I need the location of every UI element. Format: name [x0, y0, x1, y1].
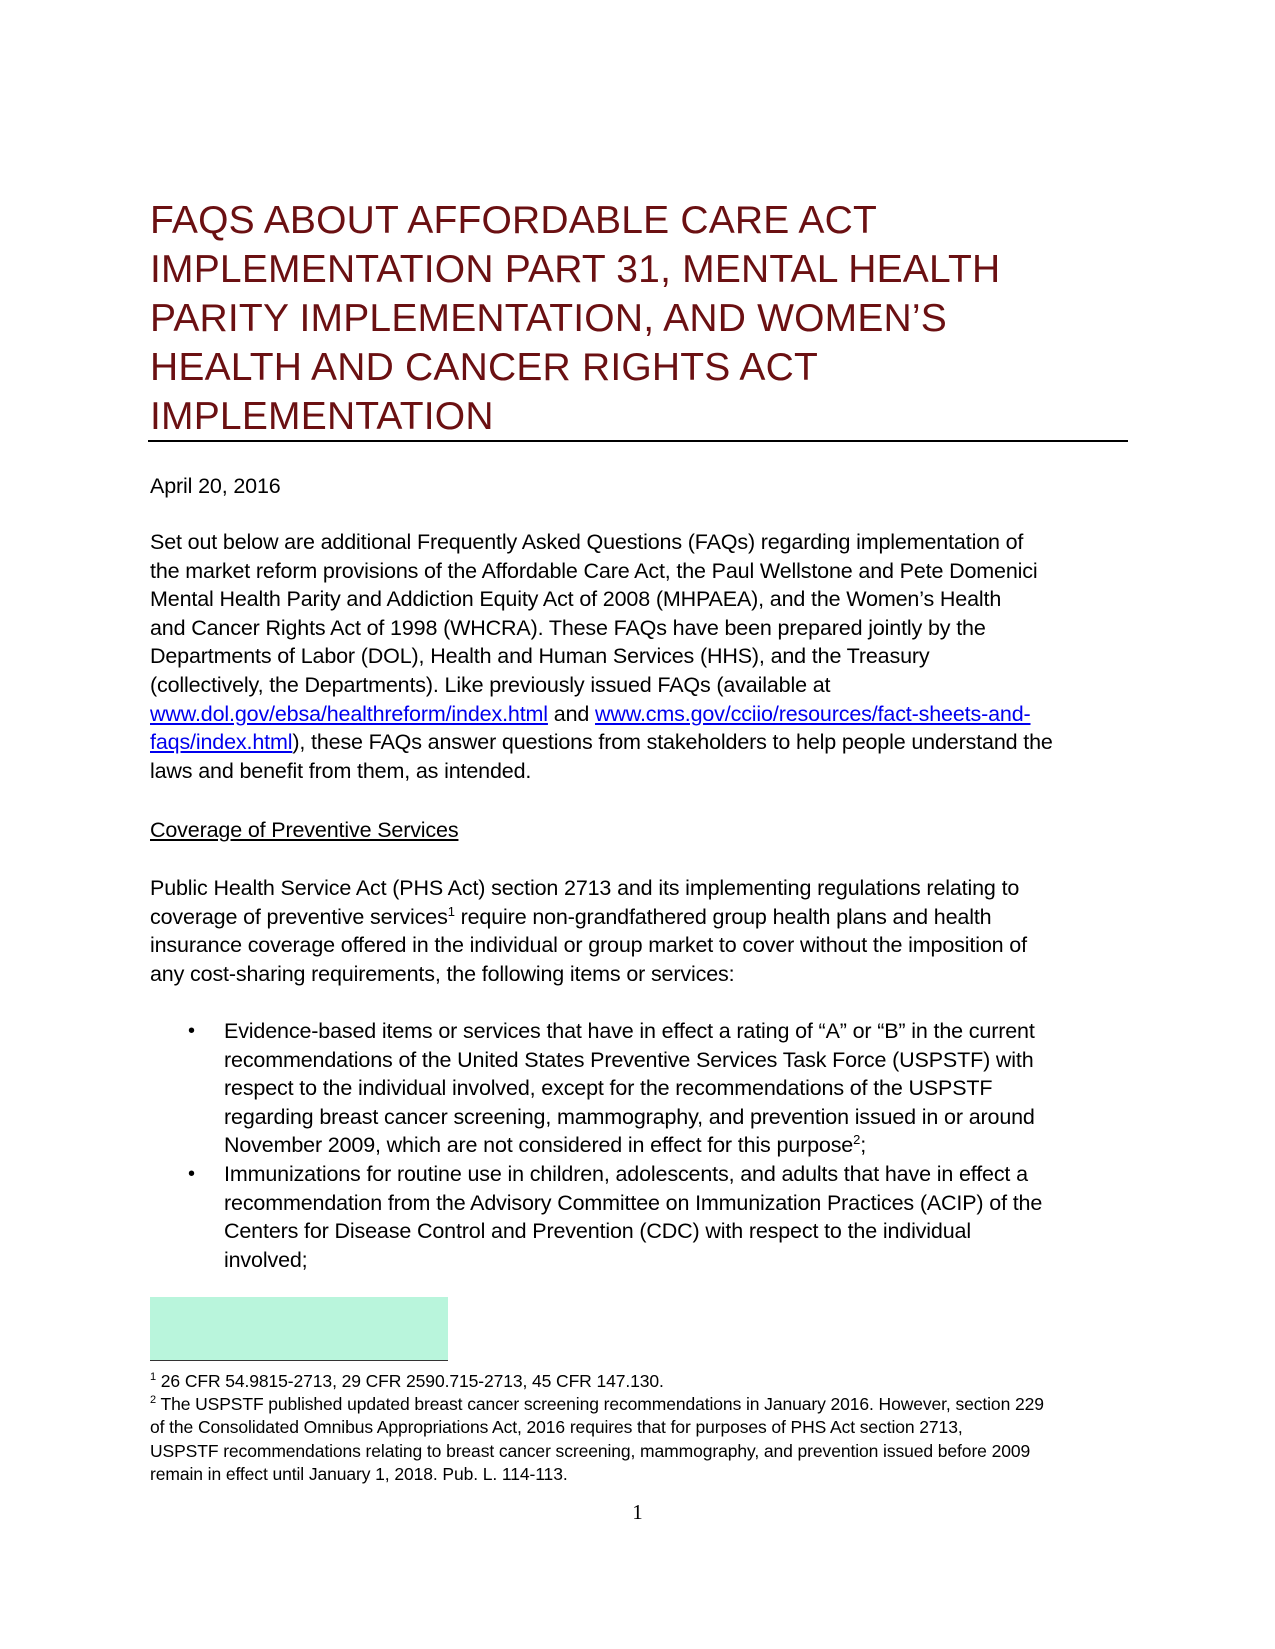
title-line: IMPLEMENTATION PART 31, MENTAL HEALTH	[150, 248, 1001, 291]
text-line: Immunizations for routine use in children, adolescents, and adults that have in effect a	[224, 1161, 1028, 1186]
text-line: Evidence-based items or services that have in effect a rating of “A” or “B” in the current	[224, 1019, 1035, 1043]
cms-faq-link[interactable]: www.cms.gov/cciio/resources/fact-sheets-and-	[595, 701, 1031, 726]
page-number: 1	[632, 1500, 643, 1524]
text-line: insurance coverage offered in the individual or group market to cover without the imposition of	[150, 933, 1027, 958]
text-line: USPSTF recommendations relating to breast cancer screening, mammography, and prevention issued before 2009	[150, 1440, 1031, 1461]
text-line: recommendations of the United States Preventive Services Task Force (USPSTF) with	[224, 1047, 1034, 1072]
list-item	[150, 1160, 1140, 1274]
text-line: remain in effect until January 1, 2018. Pub. L. 114-113.	[150, 1463, 568, 1484]
intro-paragraph	[150, 528, 1130, 785]
title-line: FAQS ABOUT AFFORDABLE CARE ACT	[150, 199, 877, 242]
text-line: Set out below are additional Frequently Asked Questions (FAQs) regarding implementation of	[150, 530, 1024, 554]
text-line: recommendation from the Advisory Committee on Immunization Practices (ACIP) of the	[224, 1190, 1043, 1215]
list-item	[150, 1017, 1140, 1160]
footnote-reference[interactable]: 1	[447, 903, 455, 919]
footnote-number: 2	[150, 1394, 157, 1407]
text-line	[150, 903, 1130, 932]
title-line: PARITY IMPLEMENTATION, AND WOMEN’S	[150, 297, 947, 340]
text-span: require non-grandfathered group health plans and health	[454, 904, 992, 929]
text-line: Centers for Disease Control and Prevention (CDC) with respect to the individual	[224, 1219, 971, 1244]
text-line: Mental Health Parity and Addiction Equity Act of 2008 (MHPAEA), and the Women’s Health	[150, 587, 1002, 612]
text-span: ), these FAQs answer questions from stakeholders to help people understand the	[292, 730, 1053, 755]
text-line: Departments of Labor (DOL), Health and Human Services (HHS), and the Treasury	[150, 644, 930, 669]
footnotes	[150, 1370, 1130, 1486]
highlight-box	[150, 1297, 448, 1360]
text-line: any cost-sharing requirements, the following items or services:	[150, 961, 735, 986]
text-line: laws and benefit from them, as intended.	[150, 758, 532, 783]
text-line	[224, 1131, 1140, 1160]
text-line: the market reform provisions of the Affordable Care Act, the Paul Wellstone and Pete Domenici	[150, 558, 1038, 583]
text-line: involved;	[224, 1247, 308, 1272]
text-line: regarding breast cancer screening, mammography, and prevention issued in or around	[224, 1104, 1035, 1129]
text-line	[150, 728, 1130, 757]
cms-faq-link-continued[interactable]: faqs/index.html	[150, 730, 293, 755]
text-line: Public Health Service Act (PHS Act) section 2713 and its implementing regulations relating to	[150, 876, 1020, 900]
title-line: IMPLEMENTATION	[150, 395, 494, 438]
footnote-number: 1	[150, 1371, 157, 1384]
text-span: November 2009, which are not considered in effect for this purpose	[224, 1133, 854, 1158]
text-line: and Cancer Rights Act of 1998 (WHCRA). These FAQs have been prepared jointly by the	[150, 615, 986, 640]
bullet-icon: •	[188, 1020, 195, 1042]
text-line: respect to the individual involved, except for the recommendations of the USPSTF	[224, 1076, 993, 1101]
text-span: 26 CFR 54.9815-2713, 29 CFR 2590.715-2713, 45 CFR 147.130.	[156, 1371, 664, 1391]
footnote-1	[150, 1370, 1130, 1393]
footnote-divider	[150, 1360, 448, 1361]
footnote-reference[interactable]: 2	[853, 1132, 861, 1148]
text-line: of the Consolidated Omnibus Appropriations Act, 2016 requires that for purposes of PHS Act section 2713,	[150, 1417, 963, 1438]
document-date: April 20, 2016	[150, 474, 281, 498]
bullet-list	[150, 1017, 1140, 1274]
text-span: The USPSTF published updated breast cancer screening recommendations in January 2016. However, section 229	[156, 1394, 1044, 1415]
section-heading: Coverage of Preventive Services	[150, 818, 459, 842]
title-line: HEALTH AND CANCER RIGHTS ACT	[150, 346, 818, 389]
bullet-icon: •	[188, 1162, 195, 1185]
title-divider	[148, 440, 1128, 442]
preventive-services-paragraph	[150, 874, 1130, 988]
text-span: ;	[860, 1133, 867, 1158]
text-line: (collectively, the Departments). Like previously issued FAQs (available at	[150, 672, 831, 697]
text-span: and	[547, 701, 596, 726]
dol-faq-link[interactable]: www.dol.gov/ebsa/healthreform/index.html	[150, 701, 548, 726]
text-line	[150, 700, 1130, 729]
document-title	[150, 196, 1125, 441]
text-span: coverage of preventive services	[150, 904, 448, 929]
footnote-2	[150, 1393, 1130, 1416]
